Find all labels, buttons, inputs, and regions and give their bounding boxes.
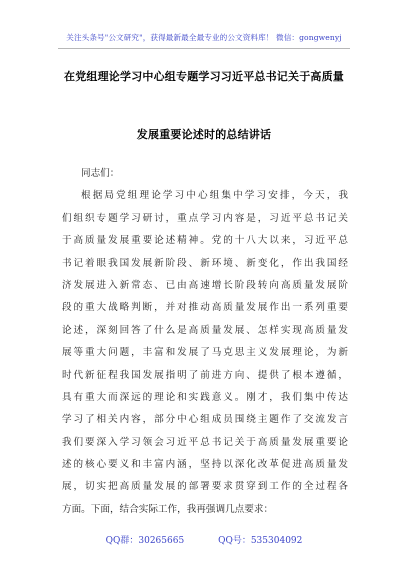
greeting: 同志们： — [81, 168, 120, 179]
body-line: 济发展进入新常态、已由高速增长阶段转向高质量发展阶 — [62, 279, 348, 291]
footer-qq-group: QQ群：30265665 — [105, 536, 185, 546]
header-divider — [58, 48, 350, 49]
body-line: 展等重大问题，丰富和发展了马克思主义发展理论，为新 — [62, 347, 348, 359]
document-title-line-1: 在党组理论学习中心组专题学习习近平总书记关于高质量 — [64, 70, 344, 83]
body-line: 论述，深刻回答了什么是高质量发展、怎样实现高质量发 — [62, 324, 348, 336]
body-line: 根据局党组理论学习中心组集中学习安排，今天，我 — [81, 190, 348, 202]
footer-qq-id: QQ号：535304092 — [218, 536, 303, 546]
body-line: 时代新征程我国发展指明了前进方向、提供了根本遵循， — [62, 369, 348, 381]
footer-contacts — [0, 533, 408, 546]
header-notice: 关注头条号"公文研究"，获得最新最全最专业的公文资料库！ 微信：gongwenyj — [66, 33, 342, 42]
body-line: 段的重大战略判断，并对推动高质量发展作出一系列重要 — [62, 302, 348, 314]
body-line: 方面。下面，结合实际工作，我再强调几点要求： — [62, 503, 274, 515]
body-line: 学习了相关内容，部分中心组成员围绕主题作了交流发言 — [62, 414, 348, 426]
body-line: 具有重大而深远的理论和实践意义。刚才，我们集中传达 — [62, 391, 348, 403]
document-body — [62, 163, 348, 521]
document-title-line-2: 发展重要论述时的总结讲话 — [136, 128, 272, 141]
body-line: 书记着眼我国发展新阶段、新环境、新变化，作出我国经 — [62, 257, 348, 269]
body-line: 们组织专题学习研讨，重点学习内容是，习近平总书记关 — [62, 212, 348, 224]
body-line: 述的核心要义和丰富内涵，坚持以深化改革促进高质量发 — [62, 459, 348, 471]
body-line: 于高质量发展重要论述精神。党的十八大以来，习近平总 — [62, 235, 348, 247]
body-line: 展，切实把高质量发展的部署要求贯穿到工作的全过程各 — [62, 481, 348, 493]
body-line: 我们要深入学习领会习近平总书记关于高质量发展重要论 — [62, 436, 348, 448]
